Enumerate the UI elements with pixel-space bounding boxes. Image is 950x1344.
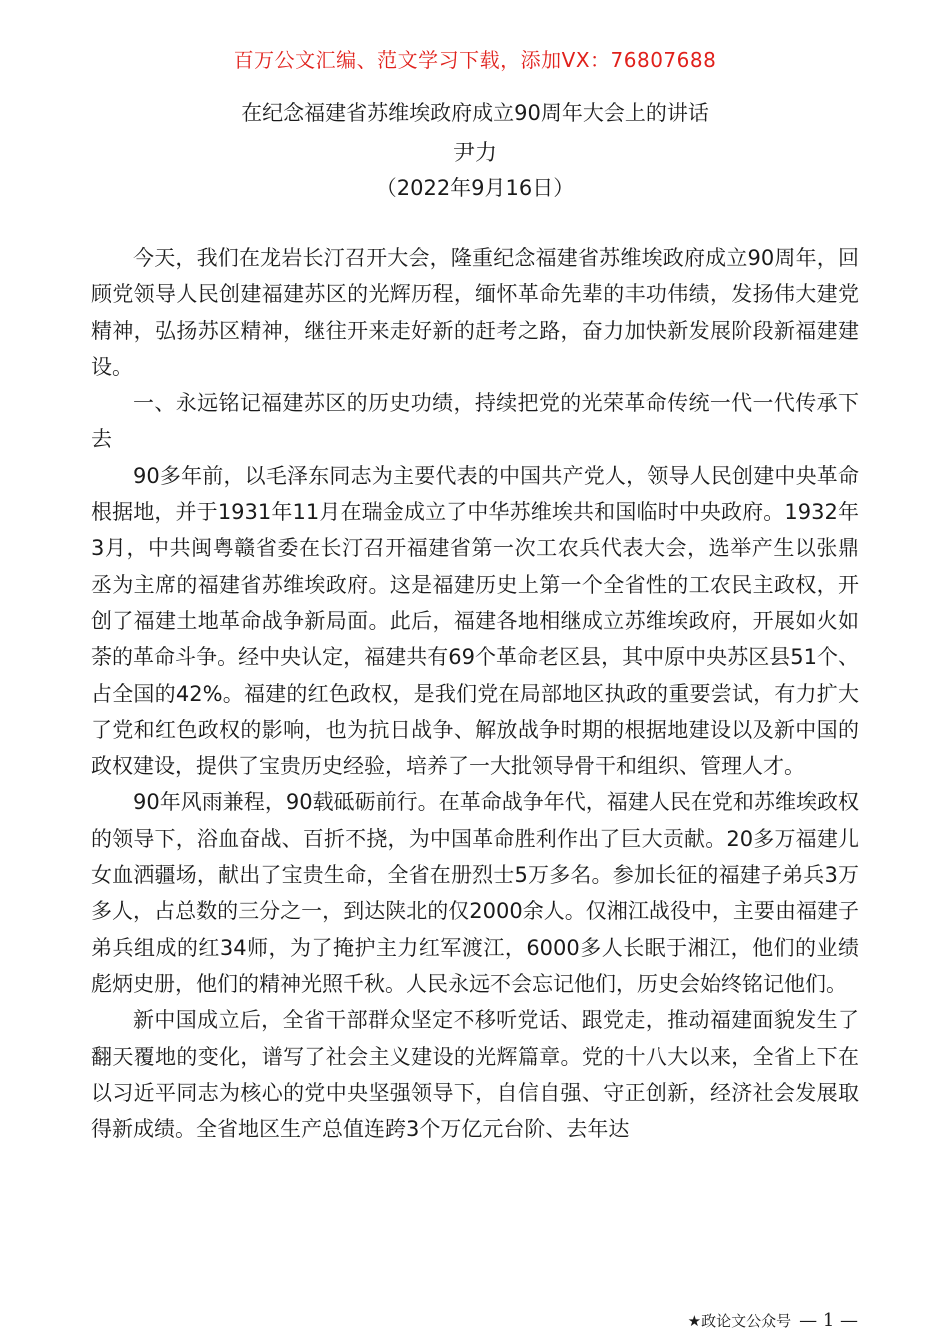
page-footer bbox=[688, 1310, 858, 1331]
document-date: （2022年9月16日） bbox=[375, 176, 575, 200]
paragraph-development: 新中国成立后，全省干部群众坚定不移听党话、跟党走，推动福建面貌发生了翻天覆地的变化，谱写了社会主义建设的光辉篇章。党的十八大以来，全省上下在以习近平同志为核心的党中央坚强领导下，自信自强、守正创新，经济社会发展取得新成绩。全省地区生产总值连跨3个万亿元台阶、去年达 bbox=[91, 1008, 859, 1142]
paragraph-sacrifice: 90年风雨兼程，90载砥砺前行。在革命战争年代，福建人民在党和苏维埃政权的领导下，浴血奋战、百折不挠，为中国革命胜利作出了巨大贡献。20多万福建儿女血洒疆场，献出了宝贵生命，全省在册烈士5万多名。参加长征的福建子弟兵3万多人，占总数的三分之一，到达陕北的仅2000余人。仅湘江战役中，主要由福建子弟兵组成的红34师，为了掩护主力红军渡江，6000多人长眠于湘江，他们的业绩彪炳史册，他们的精神光照千秋。人民永远不会忘记他们，历史会始终铭记他们。 bbox=[91, 790, 859, 996]
document-body bbox=[91, 240, 859, 1147]
page-number: — 1 — bbox=[799, 1310, 858, 1331]
watermark-banner: 百万公文汇编、范文学习下载，添加VX：76807688 bbox=[233, 48, 717, 72]
document-author: 尹力 bbox=[452, 141, 497, 166]
paragraph-history: 90多年前，以毛泽东同志为主要代表的中国共产党人，领导人民创建中央革命根据地，并于1931年11月在瑞金成立了中华苏维埃共和国临时中央政府。1932年3月，中共闽粤赣省委在长汀召开福建省第一次工农兵代表大会，选举产生以张鼎丞为主席的福建省苏维埃政府。这是福建历史上第一个全省性的工农民主政权，开创了福建土地革命战争新局面。此后，福建各地相继成立苏维埃政府，开展如火如荼的革命斗争。经中央认定，福建共有69个革命老区县，其中原中央苏区县51个、占全国的42%。福建的红色政权，是我们党在局部地区执政的重要尝试，有力扩大了党和红色政权的影响，也为抗日战争、解放战争时期的根据地建设以及新中国的政权建设，提供了宝贵历史经验，培养了一大批领导骨干和组织、管理人才。 bbox=[91, 463, 859, 779]
paragraph-intro: 今天，我们在龙岩长汀召开大会，隆重纪念福建省苏维埃政府成立90周年，回顾党领导人民创建福建苏区的光辉历程，缅怀革命先辈的丰功伟绩，发扬伟大建党精神，弘扬苏区精神，继往开来走好新的赶考之路，奋力加快新发展阶段新福建建设。 bbox=[91, 246, 859, 379]
document-title: 在纪念福建省苏维埃政府成立90周年大会上的讲话 bbox=[241, 101, 709, 125]
footer-source: ★政论文公众号 bbox=[687, 1312, 792, 1330]
section-heading-1: 一、永远铭记福建苏区的历史功绩，持续把党的光荣革命传统一代一代传承下去 bbox=[91, 391, 859, 452]
